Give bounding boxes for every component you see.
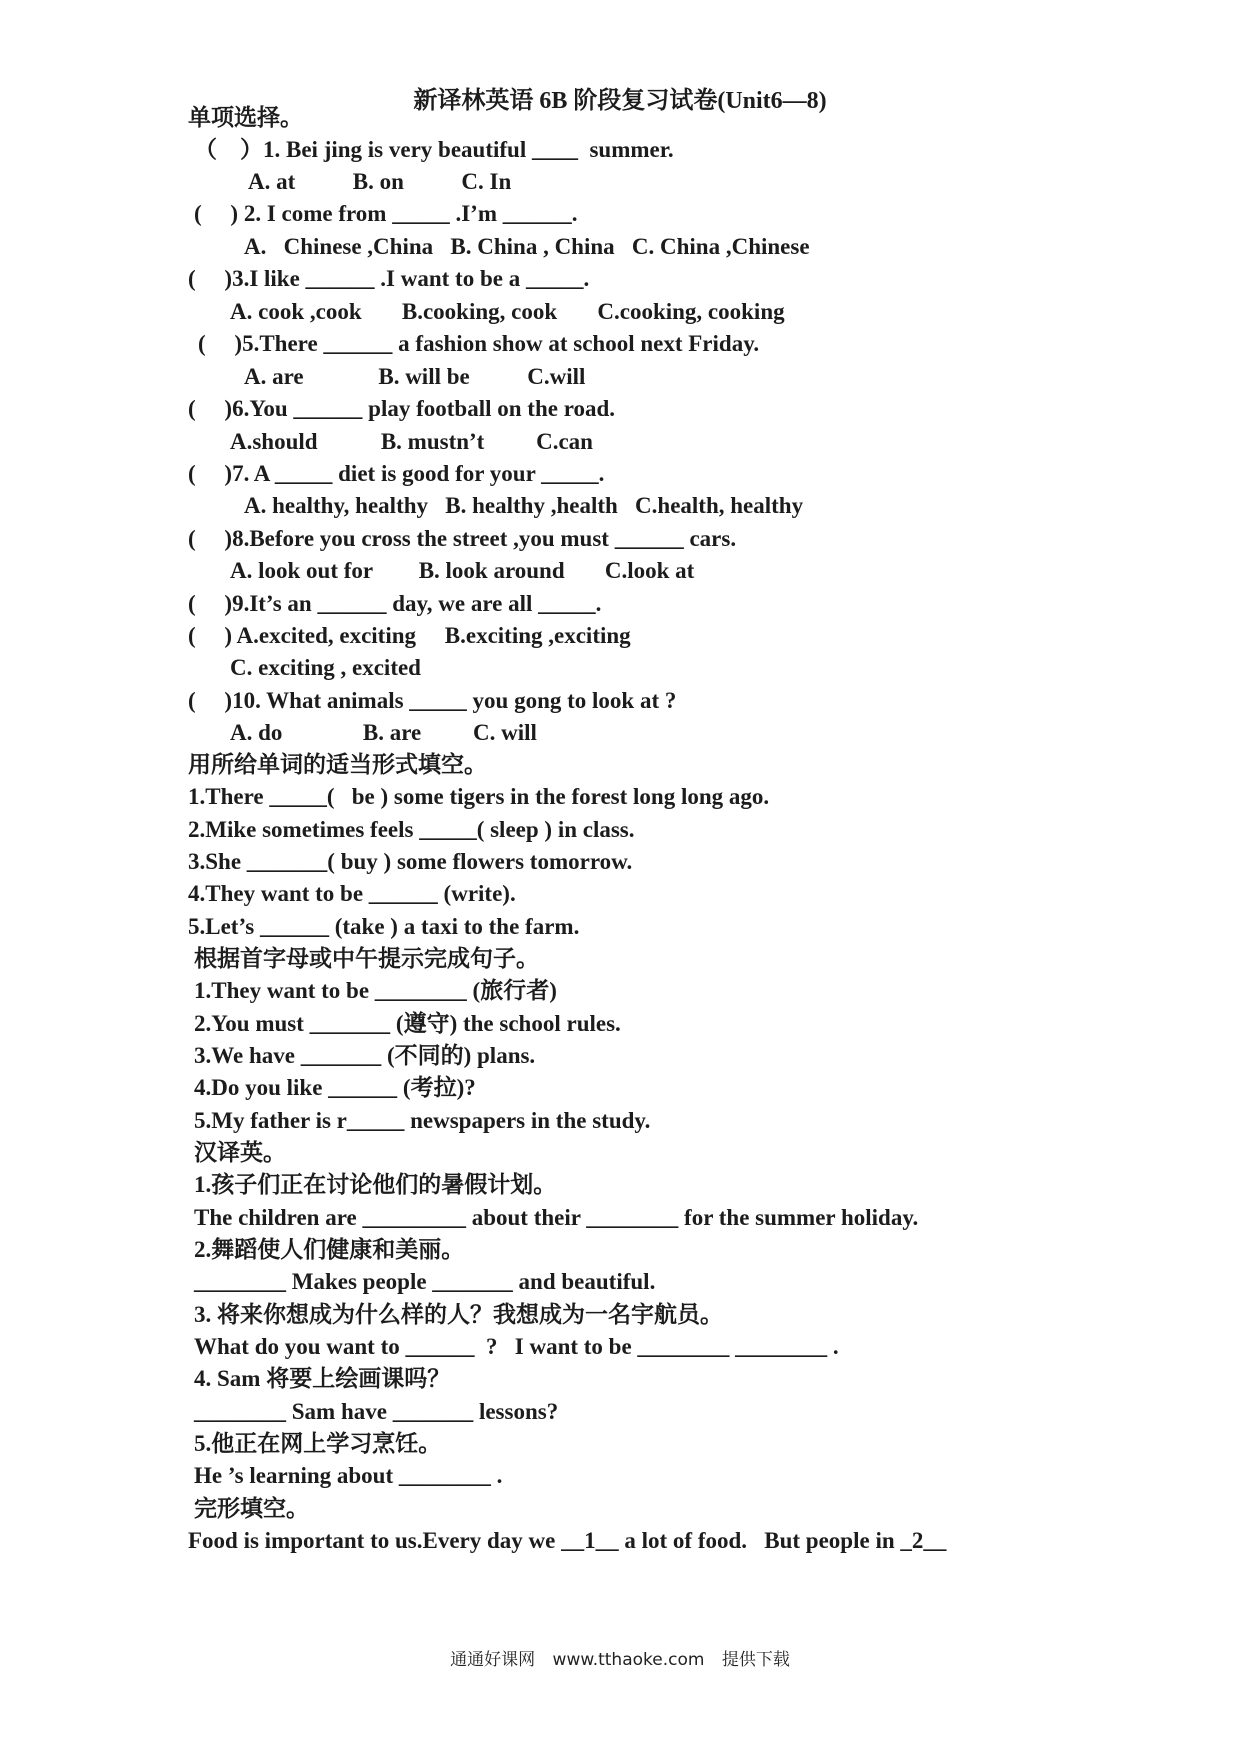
- exam-line: 1.There _____( be ) some tigers in the forest long long ago.: [188, 784, 770, 809]
- page-footer: [0, 1645, 1240, 1670]
- exam-line: What do you want to ______ ? I want to be ________ ________ .: [194, 1334, 839, 1359]
- exam-line: ( )5.There ______ a fashion show at school next Friday.: [198, 331, 760, 356]
- exam-line: 5.他正在网上学习烹饪。: [194, 1431, 442, 1456]
- exam-line: ( ) 2. I come from _____ .I’m ______.: [194, 201, 578, 226]
- exam-line: 2.You must _______ (遵守) the school rules.: [194, 1011, 621, 1036]
- exam-line: 3. 将来你想成为什么样的人？我想成为一名宇航员。: [194, 1302, 723, 1327]
- exam-line: ( )9.It’s an ______ day, we are all _____.: [188, 591, 602, 616]
- exam-line: 3.We have _______ (不同的) plans.: [194, 1043, 536, 1068]
- exam-line: 汉译英。: [194, 1140, 286, 1165]
- exam-line: 4.Do you like ______ (考拉)?: [194, 1075, 476, 1100]
- exam-line: A. healthy, healthy B. healthy ,health C.health, healthy: [244, 493, 804, 518]
- footer-site-name: 通通好课网: [450, 1650, 536, 1670]
- exam-line: A. at B. on C. In: [248, 169, 512, 194]
- exam-line: A. Chinese ,China B. China , China C. China ,Chinese: [244, 234, 810, 259]
- exam-line: 完形填空。: [194, 1496, 309, 1521]
- exam-line: Food is important to us.Every day we __1__ a lot of food. But people in _2__: [188, 1528, 947, 1553]
- exam-line: A. look out for B. look around C.look at: [230, 558, 695, 583]
- exam-line: 根据首字母或中午提示完成句子。: [194, 946, 539, 971]
- exam-line: 5.My father is r_____ newspapers in the study.: [194, 1108, 651, 1133]
- exam-line: 用所给单词的适当形式填空。: [188, 752, 487, 777]
- exam-line: ( ) A.excited, exciting B.exciting ,exciting: [188, 623, 631, 648]
- exam-line: ________ Sam have _______ lessons?: [194, 1399, 559, 1424]
- exam-line: 4. Sam 将要上绘画课吗？: [194, 1366, 451, 1391]
- exam-line: C. exciting , excited: [230, 655, 421, 680]
- exam-line: （ ）1. Bei jing is very beautiful ____ summer.: [194, 137, 674, 162]
- exam-line: ( )6.You ______ play football on the road.: [188, 396, 616, 421]
- exam-line: A. do B. are C. will: [230, 720, 537, 745]
- exam-line: ( )7. A _____ diet is good for your _____.: [188, 461, 605, 486]
- exam-line: ________ Makes people _______ and beautiful.: [194, 1269, 656, 1294]
- exam-line: A. cook ,cook B.cooking, cook C.cooking, cooking: [230, 299, 785, 324]
- exam-line: A.should B. mustn’t C.can: [230, 429, 593, 454]
- exam-line: ( )8.Before you cross the street ,you must ______ cars.: [188, 526, 737, 551]
- exam-line: 5.Let’s ______ (take ) a taxi to the farm.: [188, 914, 580, 939]
- exam-line: 2.Mike sometimes feels _____( sleep ) in class.: [188, 817, 635, 842]
- footer-note: 提供下载: [721, 1650, 790, 1670]
- exam-line: A. are B. will be C.will: [244, 364, 586, 389]
- exam-line: 单项选择。: [188, 105, 303, 130]
- exam-line: 1.They want to be ________ (旅行者): [194, 978, 557, 1003]
- exam-line: ( )3.I like ______ .I want to be a _____.: [188, 266, 590, 291]
- footer-url[interactable]: www.tthaoke.com: [552, 1650, 705, 1670]
- exam-line: ( )10. What animals _____ you gong to look at ?: [188, 688, 677, 713]
- exam-line: 2.舞蹈使人们健康和美丽。: [194, 1237, 465, 1262]
- exam-line: 4.They want to be ______ (write).: [188, 881, 516, 906]
- exam-line: The children are _________ about their ________ for the summer holiday.: [194, 1205, 919, 1230]
- page-title: 新译林英语 6B 阶段复习试卷(Unit6—8): [413, 88, 827, 114]
- exam-line: 1.孩子们正在讨论他们的暑假计划。: [194, 1172, 557, 1197]
- exam-line: 3.She _______( buy ) some flowers tomorrow.: [188, 849, 633, 874]
- exam-line: He ’s learning about ________ .: [194, 1463, 503, 1488]
